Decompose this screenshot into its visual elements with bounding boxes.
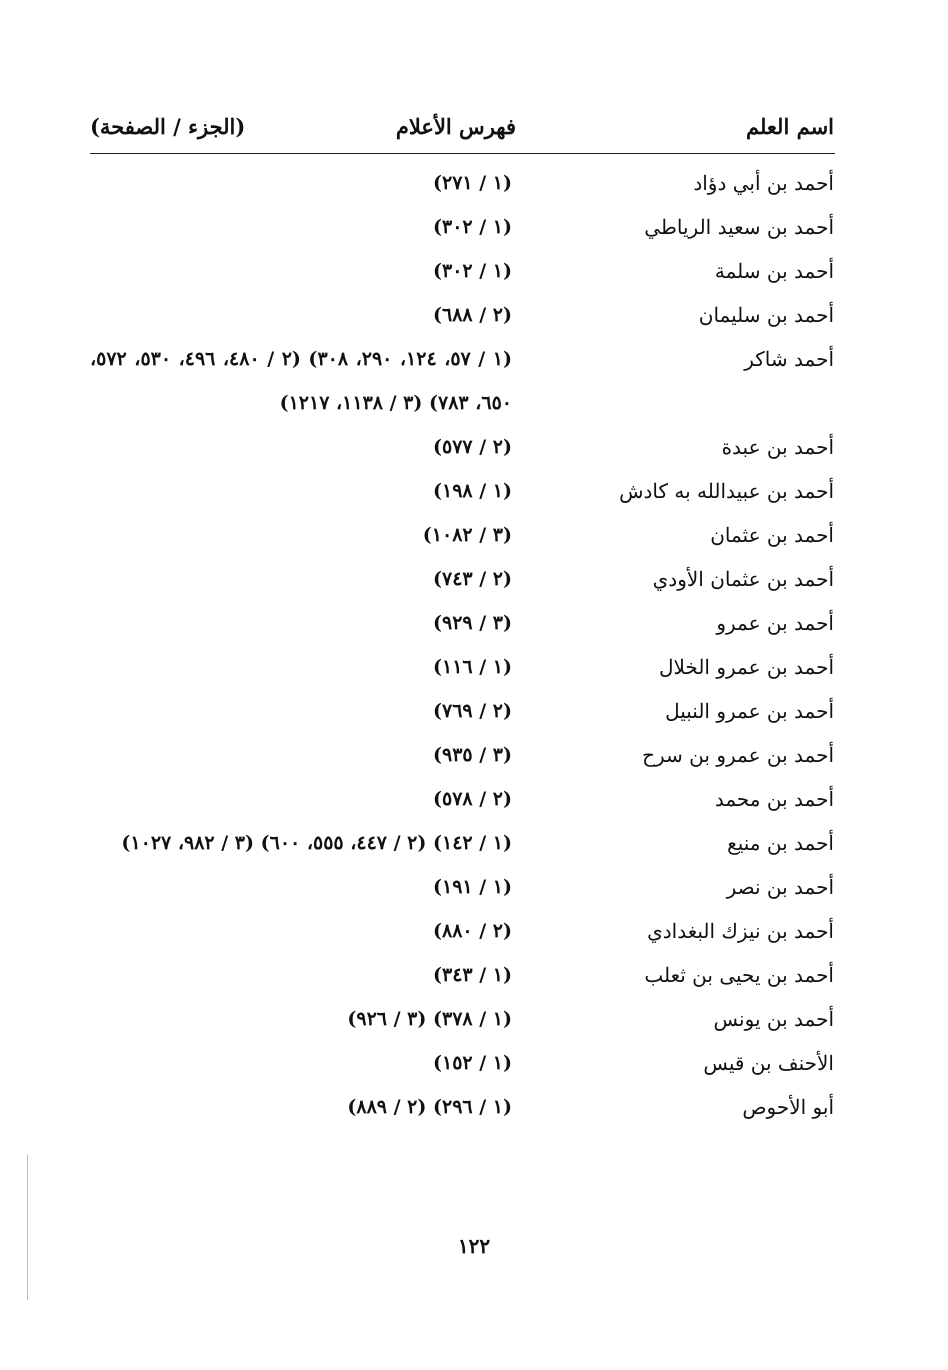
entry-name: أحمد بن عمرو النبيل [665, 699, 834, 723]
index-entry [90, 161, 834, 205]
index-entry [90, 997, 834, 1041]
index-entry [90, 513, 834, 557]
header-rule [90, 153, 835, 154]
index-entry [90, 557, 834, 601]
index-entry [90, 1041, 834, 1085]
entry-name: أحمد بن عمرو [716, 611, 834, 635]
entry-name: أحمد بن محمد [714, 787, 834, 811]
entry-name: أحمد بن يونس [713, 1007, 834, 1031]
entry-references: (١ / ١٥٢) [432, 1052, 512, 1074]
entry-references: (١ / ٣٧٨) (٣ / ٩٢٦) [347, 1008, 512, 1030]
entry-references: (٢ / ٦٨٨) [432, 304, 512, 326]
entry-references: (١ / ١٩١) [432, 876, 512, 898]
entry-references: (٢ / ٨٨٠) [432, 920, 512, 942]
scan-margin-line [27, 1155, 28, 1300]
index-entry [90, 469, 834, 513]
entry-name: الأحنف بن قيس [703, 1051, 834, 1075]
page-header [90, 108, 834, 148]
index-entry [90, 865, 834, 909]
index-entry [90, 205, 834, 249]
entry-name: أحمد بن سعيد الرياطي [644, 215, 834, 239]
name-column-heading: اسم العلم [745, 114, 834, 139]
entry-name: أحمد شاكر [744, 347, 834, 371]
entry-references: (٢ / ٧٦٩) [432, 700, 512, 722]
entry-references: (٣ / ٩٢٩) [432, 612, 512, 634]
entry-name: أحمد بن سلمة [714, 259, 834, 283]
entry-references: (٣ / ٩٣٥) [432, 744, 512, 766]
index-entry [90, 953, 834, 997]
entry-references: (١ / ٣٠٢) [432, 260, 512, 282]
index-entries [90, 161, 834, 1129]
entry-name: أحمد بن منيع [727, 831, 834, 855]
index-entry [90, 601, 834, 645]
entry-references: (١ / ٣٤٣) [432, 964, 512, 986]
index-entry [90, 1085, 834, 1129]
entry-references: (٢ / ٥٧٧) [432, 436, 512, 458]
index-entry [90, 733, 834, 777]
index-entry [90, 337, 834, 425]
entry-name: أحمد بن نيزك البغدادي [647, 919, 834, 943]
entry-references: (١ / ١٤٢) (٢ / ٤٤٧، ٥٥٥، ٦٠٠) (٣ / ٩٨٢، ١٠٢٧) [121, 832, 512, 854]
entry-references: (١ / ٢٧١) [432, 172, 512, 194]
entry-references: (١ / ٣٠٢) [432, 216, 512, 238]
reference-column-heading: (الجزء / الصفحة) [90, 114, 246, 139]
index-entry [90, 293, 834, 337]
index-entry [90, 909, 834, 953]
entry-name: أحمد بن نصر [726, 875, 834, 899]
index-entry [90, 821, 834, 865]
entry-name: أحمد بن عثمان [710, 523, 834, 547]
entry-references: (٣ / ١٠٨٢) [422, 524, 512, 546]
entry-name: أبو الأحوص [742, 1095, 834, 1119]
entry-name: أحمد بن عمرو الخلال [658, 655, 834, 679]
page-number: ١٢٢ [457, 1234, 491, 1258]
entry-name: أحمد بن يحيى بن ثعلب [644, 963, 834, 987]
index-entry [90, 645, 834, 689]
entry-references: (٢ / ٥٧٨) [432, 788, 512, 810]
entry-references: (٢ / ٧٤٣) [432, 568, 512, 590]
entry-references: (١ / ٢٩٦) (٢ / ٨٨٩) [347, 1096, 512, 1118]
index-entry [90, 249, 834, 293]
entry-references: (١ / ٥٧، ١٢٤، ٢٩٠، ٣٠٨) (٢ / ٤٨٠، ٤٩٦، ٥٣٠، ٥٧٢، ٦٥٠، ٧٨٣) (٣ / ١١٣٨، ١٢١٧) [90, 348, 512, 414]
entry-name: أحمد بن عبيدالله به كادش [619, 479, 834, 503]
index-entry [90, 777, 834, 821]
entry-name: أحمد بن عثمان الأودي [652, 567, 834, 591]
entry-name: أحمد بن سليمان [698, 303, 834, 327]
index-title: فهرس الأعلام [395, 114, 516, 139]
entry-references: (١ / ١٩٨) [432, 480, 512, 502]
entry-name: أحمد بن عمرو بن سرح [642, 743, 834, 767]
entry-name: أحمد بن عبدة [721, 435, 834, 459]
entry-references: (١ / ١١٦) [432, 656, 512, 678]
entry-name: أحمد بن أبي دؤاد [693, 171, 834, 195]
index-entry [90, 689, 834, 733]
index-entry [90, 425, 834, 469]
